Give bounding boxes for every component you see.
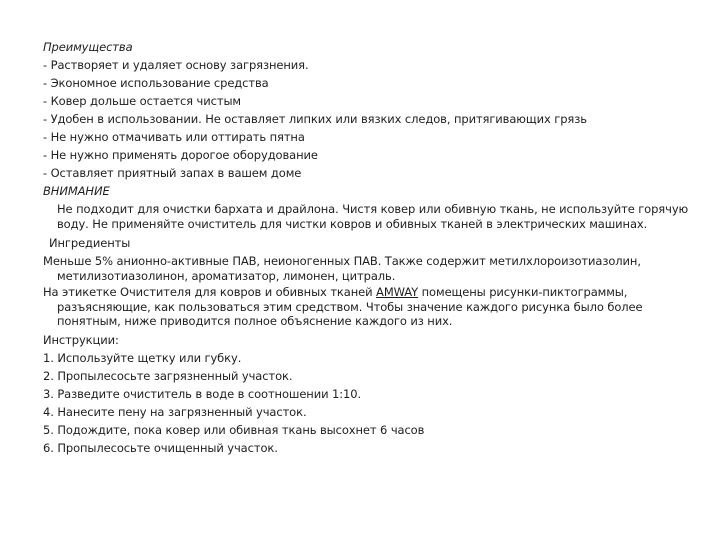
list-item: - Экономное использование средства bbox=[43, 76, 269, 90]
ingredients-paragraph: Меньше 5% анионно-активные ПАВ, неионогенных ПАВ. Также содержит метилхлороизотиазолин, метилизотиазолинон, ароматизатор, лимонен, цитраль. bbox=[43, 254, 641, 283]
warning-heading: ВНИМАНИЕ bbox=[43, 184, 110, 198]
ingredients-heading: Ингредиенты bbox=[49, 236, 131, 250]
instruction-step: 1. Используйте щетку или губку. bbox=[43, 350, 242, 365]
instruction-step: 6. Пропылесосьте очищенный участок. bbox=[43, 440, 278, 455]
label-text-start: На этикетке Очистителя для ковров и обивных тканей bbox=[43, 285, 377, 299]
list-item: - Ковер дольше остается чистым bbox=[43, 94, 242, 108]
instruction-step: 5. Подождите, пока ковер или обивная ткань высохнет 6 часов bbox=[43, 422, 425, 437]
instruction-step: 3. Разведите очиститель в воде в соотношении 1:10. bbox=[43, 386, 361, 401]
instruction-step: 4. Нанесите пену на загрязненный участок. bbox=[43, 404, 307, 419]
label-text-end: помещены рисунки-пиктограммы, разъясняющие, как пользоваться этим средством. Чтобы значение каждого рисунка было более понятным, ниже приводится полное объяснение каждого из них. bbox=[57, 285, 643, 328]
list-item: - Оставляет приятный запах в вашем доме bbox=[43, 166, 302, 180]
label-paragraph bbox=[43, 285, 708, 329]
list-item: - Не нужно применять дорогое оборудование bbox=[43, 148, 318, 162]
advantages-list bbox=[43, 56, 708, 182]
list-item: - Растворяет и удаляет основу загрязнения. bbox=[43, 58, 309, 72]
instruction-step: 2. Пропылесосьте загрязненный участок. bbox=[43, 368, 293, 383]
list-item: - Удобен в использовании. Не оставляет липких или вязких следов, притягивающих грязь bbox=[43, 112, 587, 126]
list-item: - Не нужно отмачивать или оттирать пятна bbox=[43, 130, 305, 144]
warning-paragraph: Не подходит для очистки бархата и драйлона. Чистя ковер или обивную ткань, не используйте горячую воду. Не применяйте очиститель для чистки ковров и обивных тканей в электрических машинах. bbox=[57, 202, 689, 231]
instructions-list bbox=[43, 349, 708, 457]
document-body bbox=[43, 38, 708, 457]
advantages-heading: Преимущества bbox=[43, 40, 133, 54]
instructions-heading: Инструкции: bbox=[43, 332, 119, 347]
brand-name: AMWAY bbox=[376, 285, 419, 299]
